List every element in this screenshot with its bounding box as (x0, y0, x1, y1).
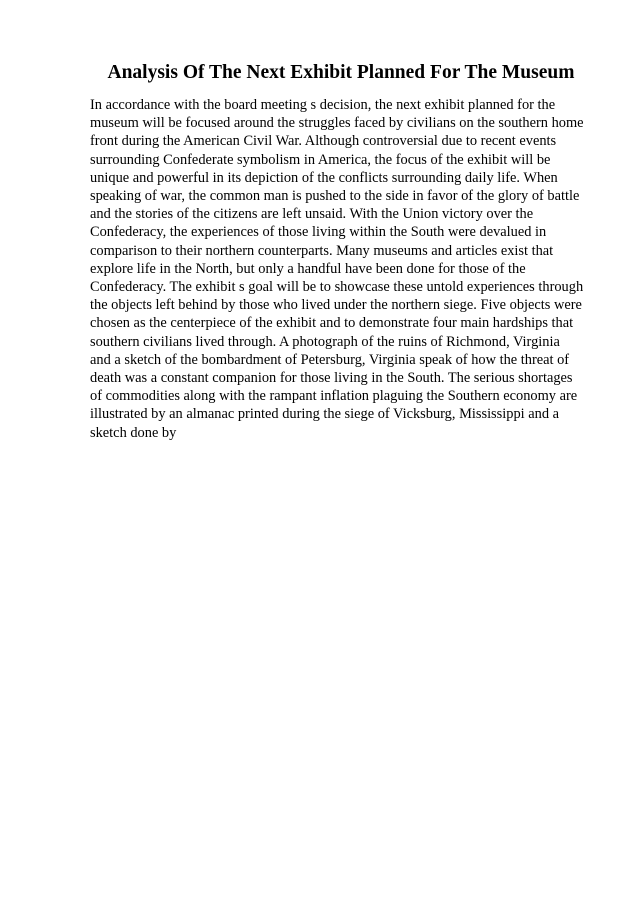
paragraph-line: comparison to their northern counterparts. Many museums and articles exist that (90, 242, 554, 259)
document-title: Analysis Of The Next Exhibit Planned For The Museum (107, 62, 575, 83)
paragraph-line: and the stories of the citizens are left unsaid. With the Union victory over the (90, 206, 534, 223)
paragraph-line: and a sketch of the bombardment of Petersburg, Virginia speak of how the threat of (90, 351, 570, 368)
paragraph-line: museum will be focused around the struggles faced by civilians on the southern home (90, 115, 584, 132)
paragraph-line: southern civilians lived through. A photograph of the ruins of Richmond, Virginia (90, 333, 560, 350)
paragraph-line: chosen as the centerpiece of the exhibit and to demonstrate four main hardships that (90, 315, 574, 332)
paragraph-line: In accordance with the board meeting s decision, the next exhibit planned for the (90, 97, 556, 113)
paragraph-line: sketch done by (90, 424, 177, 441)
paragraph-line: surrounding Confederate symbolism in America, the focus of the exhibit will be (90, 151, 551, 168)
paragraph-line: death was a constant companion for those living in the South. The serious shortages (90, 370, 573, 387)
paragraph-line: front during the American Civil War. Although controversial due to recent events (90, 133, 557, 150)
paragraph-line: of commodities along with the rampant inflation plaguing the Southern economy are (90, 388, 578, 405)
paragraph-line: Confederacy, the experiences of those living within the South were devalued in (90, 224, 547, 241)
paragraph-line: the objects left behind by those who lived under the northern siege. Five objects were (90, 297, 582, 314)
paragraph-line: speaking of war, the common man is pushed to the side in favor of the glory of battle (90, 188, 580, 205)
paragraph-line: explore life in the North, but only a handful have been done for those of the (90, 260, 526, 277)
paragraph-line: unique and powerful in its depiction of the conflicts surrounding daily life. When (90, 169, 558, 186)
paragraph-line: Confederacy. The exhibit s goal will be to showcase these untold experiences through (90, 279, 584, 296)
paragraph-line: illustrated by an almanac printed during the siege of Vicksburg, Mississippi and a (90, 406, 560, 423)
body-paragraph (90, 96, 600, 442)
